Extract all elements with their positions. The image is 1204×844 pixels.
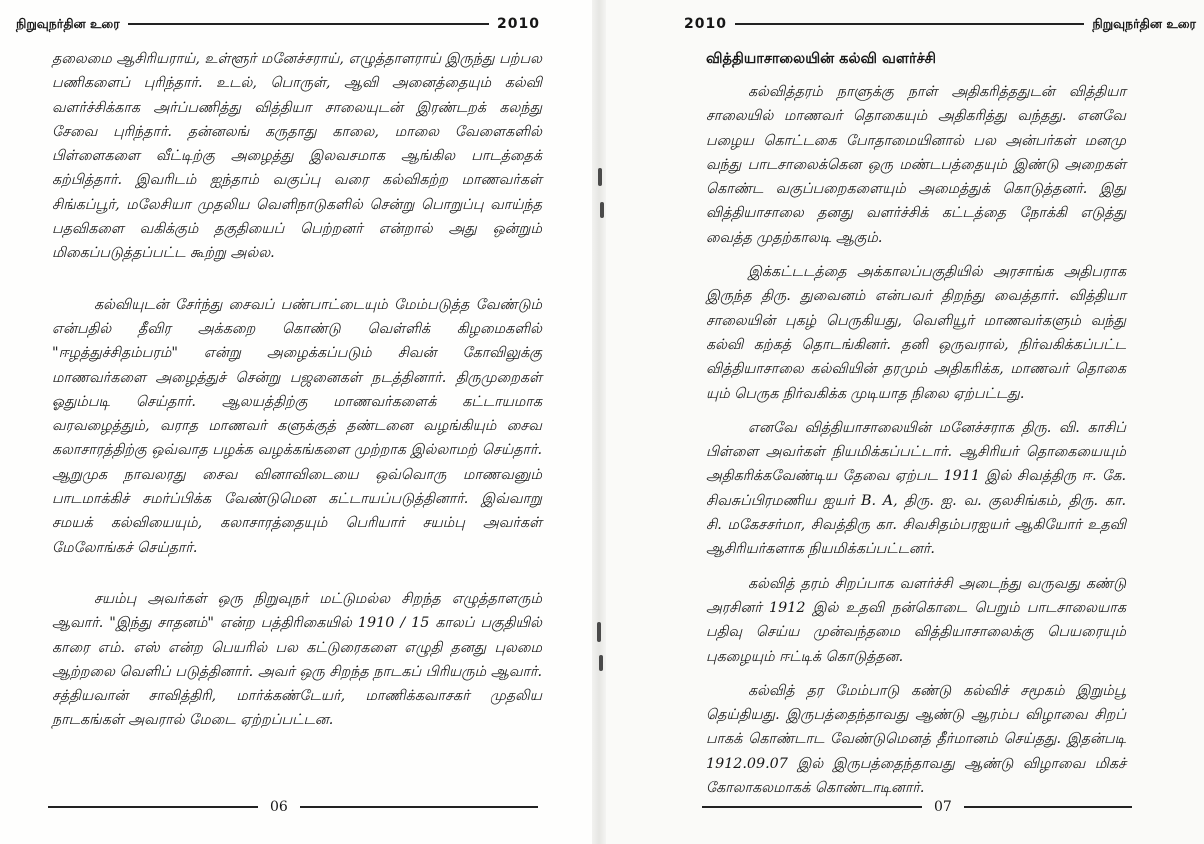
- left-paragraph-3: சயம்பு அவர்கள் ஒரு நிறுவுநர் மட்டுமல்ல சிறந்த எழுத்தாளரும் ஆவார். "இந்து சாதனம்" என்ற பத்திரிகையில் 1910 / 15 காலப் பகுதியில் காரை எம். எஸ் என்ற பெயரில் பல கட்டுரைகளை எழுதி தனது புலமை ஆற்றலை வெளிப் படுத்தினார். அவர் ஒரு சிறந்த நாடகப் பிரியரும் ஆவார். சத்தியவான் சாவித்திரி, மார்க்கண்டேயர், மாணிக்கவாசகர் முதலிய நாடகங்கள் அவரால் மேடை ஏற்றப்பட்டன.: [52, 590, 542, 729]
- right-footer: [702, 797, 1132, 817]
- right-page-number: 07: [934, 799, 952, 815]
- left-page-number: 06: [270, 799, 288, 815]
- left-header-title: நிறுவுநர்தின உரை: [16, 15, 120, 31]
- left-header-year: 2010: [497, 16, 540, 32]
- right-body-text: [706, 48, 1126, 810]
- right-header-title: நிறுவுநர்தின உரை: [1092, 15, 1196, 31]
- right-paragraph-4: கல்வித் தரம் சிறப்பாக வளர்ச்சி அடைந்து வருவது கண்டு அரசினர் 1912 இல் உதவி நன்கொடை பெறும் பாடசாலையாக பதிவு செய்ய முன்வந்தமை வித்தியாசாலைக்கு பெயரையும் புகழையும் ஈட்டிக் கொடுத்தன.: [706, 575, 1126, 665]
- left-footer-rule-right: [300, 806, 538, 808]
- right-header-year: 2010: [684, 16, 727, 32]
- left-header-rule: [128, 23, 489, 25]
- staple-mark-2: [600, 202, 604, 218]
- staple-mark-3: [597, 622, 601, 642]
- right-running-head: [684, 14, 1196, 34]
- right-page: [598, 0, 1204, 844]
- staple-mark-1: [598, 168, 602, 186]
- left-paragraph-2: கல்வியுடன் சேர்ந்து சைவப் பண்பாட்டையும் மேம்படுத்த வேண்டும் என்பதில் தீவிர அக்கறை கொண்டு வெள்ளிக் கிழமைகளில் "ஈழத்துச்சிதம்பரம்" என்று அழைக்கப்படும் சிவன் கோவிலுக்கு மாணவர்களை அழைத்துச் சென்று பஜனைகள் நடத்தினார். திருமுறைகள் ஓதும்படி செய்தார். ஆலயத்திற்கு மாணவர்களைக் கட்டாயமாக வரவழைத்தும், வராத மாணவர் களுக்குத் தண்டனை வழங்கியும் சைவ கலாசாரத்திற்கு ஒவ்வாத பழக்க வழக்கங்களை முற்றாக இல்லாமற் செய்தார். ஆறுமுக நாவலரது சைவ வினாவிடையை ஒவ்வொரு மாணவனும் பாடமாக்கிச் சமர்ப்பிக்க வேண்டுமென கட்டாயப்படுத்தினார். இவ்வாறு சமயக் கல்வியையும், கலாசாரத்தையும் பெரியார் சயம்பு அவர்கள் மேலோங்கச் செய்தார்.: [52, 296, 542, 556]
- section-heading: வித்தியாசாலையின் கல்வி வளர்ச்சி: [706, 51, 936, 67]
- right-paragraph-2: இக்கட்டடத்தை அக்காலப்பகுதியில் அரசாங்க அதிபராக இருந்த திரு. துவைனம் என்பவர் திறந்து வைத்தார். வித்தியா சாலையின் புகழ் பெருகியது, வெளியூர் மாணவர்களும் வந்து கல்வி கற்கத் தொடங்கினர். தனி ஒருவரால், நிர்வகிக்கப்பட்ட வித்தியாசாலை கல்வியின் தரமும் அதிகரிக்க, மாணவர் தொகை யும் பெருக நிர்வகிக்க முடியாத நிலை ஏற்பட்டது.: [706, 264, 1126, 402]
- left-page: [0, 0, 598, 844]
- left-paragraph-1: தலைமை ஆசிரியராய், உள்ளூர் மனேச்சராய், எழுத்தாளராய் இருந்து பற்பல பணிகளைப் புரிந்தார். உடல், பொருள், ஆவி அனைத்தையும் கல்வி வளர்ச்சிக்காக அர்ப்பணித்து வித்தியா சாலையுடன் இரண்டறக் கலந்து சேவை புரிந்தார். தன்னலங் கருதாது காலை, மாலை வேளைகளில் பிள்ளைகளை வீட்டிற்கு அழைத்து இலவசமாக ஆங்கில பாடத்தைக் கற்பித்தார். இவரிடம் ஐந்தாம் வகுப்பு வரை கல்விகற்ற மாணவர்கள் சிங்கப்பூர், மலேசியா முதலிய வெளிநாடுகளில் சென்று பொறுப்பு வாய்ந்த பதவிகளை வகிக்கும் தகுதியைப் பெற்றனர் என்றால் அது ஒன்றும் மிகைப்படுத்தப்பட்ட கூற்று அல்ல.: [52, 51, 542, 262]
- staple-mark-4: [599, 655, 603, 671]
- right-header-rule: [735, 23, 1084, 25]
- left-footer: [48, 797, 538, 817]
- left-running-head: [16, 14, 540, 34]
- right-paragraph-3: எனவே வித்தியாசாலையின் மனேச்சராக திரு. வி. காசிப் பிள்ளை அவர்கள் நியமிக்கப்பட்டார். ஆசிரியர் தொகையையும் அதிகரிக்கவேண்டிய தேவை ஏற்பட 1911 இல் சிவத்திரு ஈ. கே. சிவசுப்பிரமணிய ஐயர் B. A, திரு. ஐ. வ. குலசிங்கம், திரு. கா. சி. மகேசசர்மா, சிவத்திரு கா. சிவசிதம்பரஐயர் ஆகியோர் உதவி ஆசிரியர்களாக நியமிக்கப்பட்டனர்.: [706, 419, 1126, 558]
- left-body-text: [52, 47, 542, 733]
- left-footer-rule-left: [48, 806, 258, 808]
- right-footer-rule-left: [702, 806, 922, 808]
- book-gutter: [592, 0, 606, 844]
- right-paragraph-5: கல்வித் தர மேம்பாடு கண்டு கல்விச் சமூகம் இறும்பூ தெய்தியது. இருபத்தைந்தாவது ஆண்டு ஆரம்ப விழாவை சிறப் பாகக் கொண்டாட வேண்டுமெனத் தீர்மானம் செய்தது. இதன்படி 1912.09.07 இல் இருபத்தைந்தாவது ஆண்டு விழாவை மிகச் கோலாகலமாகக் கொண்டாடினார்.: [706, 682, 1126, 797]
- right-paragraph-1: கல்வித்தரம் நாளுக்கு நாள் அதிகரித்ததுடன் வித்தியா சாலையில் மாணவர் தொகையும் அதிகரித்து வந்தது. எனவே பழைய கொட்டகை போதாமையினால் பல அன்பர்கள் மனமு வந்து பாடசாலைக்கென ஒரு மண்டபத்தையும் இண்டு அறைகள் கொண்ட வகுப்பறைகளையும் அமைத்துக் கொடுத்தனர். இது வித்தியாசாலை தனது வளர்ச்சிக் கட்டத்தை நோக்கி எடுத்து வைத்த முதற்காலடி ஆகும்.: [706, 84, 1126, 246]
- right-footer-rule-right: [964, 806, 1132, 808]
